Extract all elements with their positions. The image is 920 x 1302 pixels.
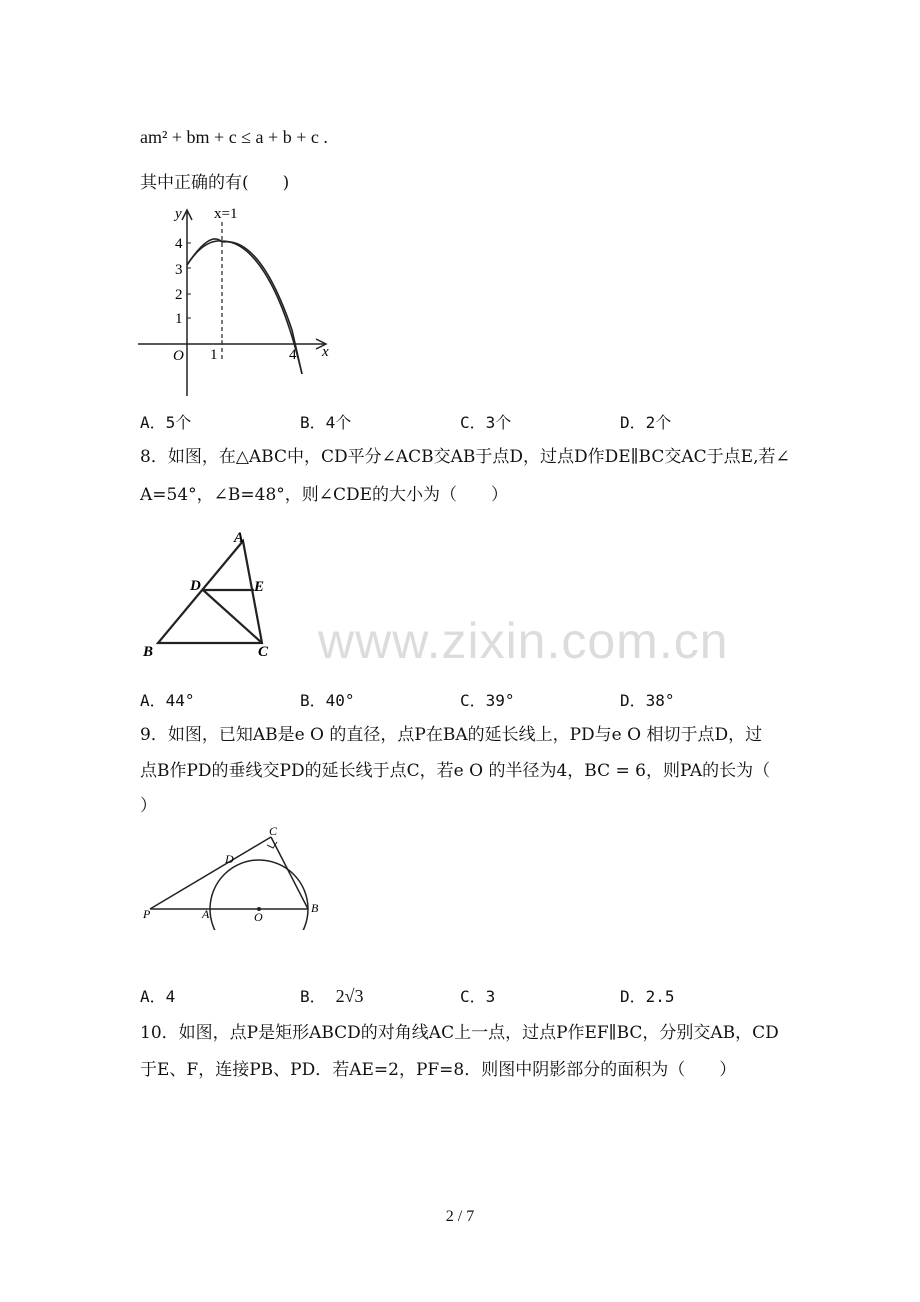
- label-a: A: [202, 907, 210, 921]
- q10-text-line2: 于E、F，连接PB、PD．若AE=2，PF=8．则图中阴影部分的面积为（ ）: [140, 1060, 737, 1080]
- label-c: C: [269, 825, 278, 838]
- label-b: B: [311, 901, 319, 915]
- q8-text-line1: 8．如图，在△ABC中，CD平分∠ACB交AB于点D，过点D作DE∥BC交AC于点E,若∠: [140, 447, 790, 467]
- label-p: P: [143, 907, 151, 921]
- q8-option-b: B．40°: [300, 691, 355, 710]
- y-tick-1: 1: [175, 311, 183, 327]
- q9-text-line3: ）: [140, 796, 157, 816]
- q10-text-line1: 10．如图，点P是矩形ABCD的对角线AC上一点，过点P作EF∥BC，分别交AB，CD: [140, 1023, 779, 1043]
- y-tick-2: 2: [175, 287, 183, 303]
- q7-option-d: D．2个: [620, 413, 672, 432]
- y-tick-3: 3: [175, 262, 183, 278]
- label-d: D: [225, 852, 234, 866]
- label-o: O: [254, 910, 263, 924]
- symmetry-label: x=1: [214, 206, 238, 222]
- q7-option-c: C．3个: [460, 413, 512, 432]
- parabola-curve: [187, 239, 302, 374]
- q9-option-a: A．4: [140, 987, 176, 1006]
- q9-text-line1: 9．如图，已知AB是e O 的直径，点P在BA的延长线上，PD与e O 相切于点D，过: [140, 725, 763, 745]
- q8-option-d: D．38°: [620, 691, 675, 710]
- q9-circle-figure: [140, 825, 330, 930]
- y-axis-label: y: [175, 206, 182, 222]
- x-tick-4: 4: [289, 347, 297, 363]
- segment-bc: [271, 837, 308, 909]
- q9-option-b-label: B．: [300, 987, 326, 1006]
- label-a: A: [234, 530, 245, 546]
- q7-formula: am² + bm + c ≤ a + b + c .: [140, 127, 328, 147]
- q9-text-line2: 点B作PD的垂线交PD的延长线于点C，若e O 的半径为4，BC = 6，则PA的长为（: [140, 761, 771, 781]
- q7-prompt: 其中正确的有( ): [140, 173, 290, 193]
- q8-option-a: A．44°: [140, 691, 195, 710]
- q9-option-b-math: 2√3: [335, 986, 364, 1006]
- label-c: C: [258, 644, 269, 660]
- q7-option-a: A．5个: [140, 413, 192, 432]
- x-axis-label: x: [322, 344, 329, 360]
- label-e: E: [254, 579, 265, 595]
- q8-option-c: C．39°: [460, 691, 515, 710]
- label-d: D: [190, 578, 201, 594]
- q7-option-b: B．4个: [300, 413, 352, 432]
- q8-triangle-figure: [140, 525, 300, 665]
- x-tick-1: 1: [210, 347, 218, 363]
- origin-label: O: [173, 348, 184, 364]
- q9-option-c: C．3: [460, 987, 496, 1006]
- watermark: www.zixin.com.cn: [318, 613, 729, 669]
- page-number: 2 / 7: [445, 1208, 475, 1225]
- q8-text-line2: A=54°，∠B=48°，则∠CDE的大小为（ ）: [140, 485, 509, 505]
- q7-parabola-graph: [130, 200, 340, 405]
- q9-option-d: D．2.5: [620, 987, 675, 1006]
- y-tick-4: 4: [175, 236, 183, 252]
- label-b: B: [143, 644, 154, 660]
- q9-option-b: [300, 984, 364, 1007]
